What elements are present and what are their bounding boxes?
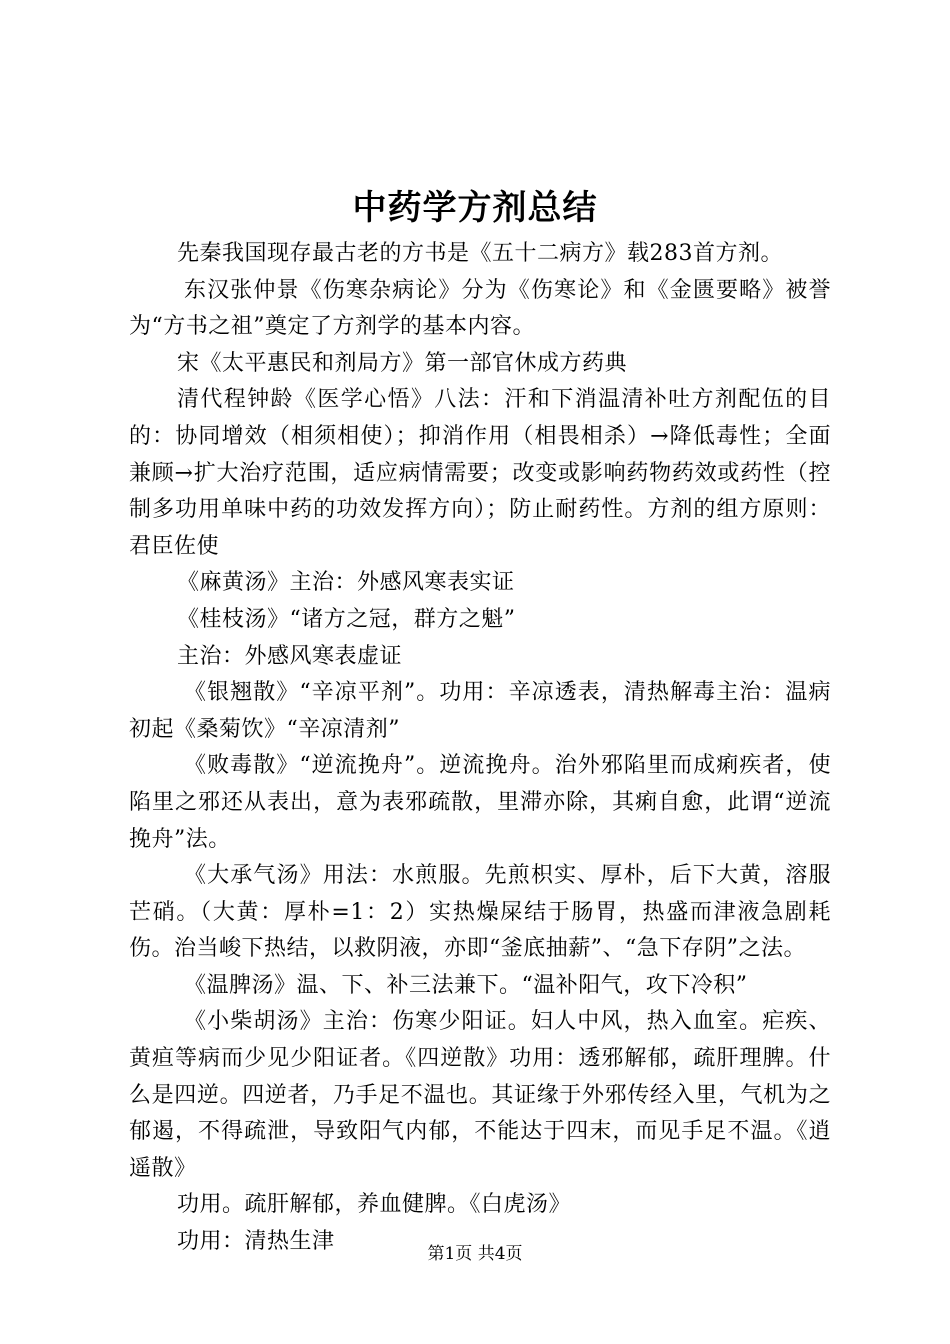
- paragraph: 《银翘散》“辛凉平剂”。功用：辛凉透表，清热解毒主治：温病初起《桑菊饮》“辛凉清剂”: [129, 680, 831, 742]
- paragraph: 清代程钟龄《医学心悟》八法：汗和下消温清补吐方剂配伍的目的：协同增效（相须相使）；抑消作用（相畏相杀）→降低毒性；全面兼顾→扩大治疗范围，适应病情需要；改变或影响药物药效或药性（控制多功用单味中药的功效发挥方向）；防止耐药性。方剂的组方原则：君臣佐使: [129, 387, 831, 559]
- paragraph: 东汉张仲景《伤寒杂病论》分为《伤寒论》和《金匮要略》被誉为“方书之祖”奠定了方剂学的基本内容。: [129, 277, 831, 340]
- paragraph: 《大承气汤》用法：水煎服。先煎枳实、厚朴，后下大黄，溶服芒硝。（大黄：厚朴=1：2）实热燥屎结于肠胃，热盛而津液急剧耗伤。治当峻下热结，以救阴液，亦即“釜底抽薪”、“急下存阴”之法。: [129, 863, 831, 962]
- paragraph: 《桂枝汤》“诸方之冠，群方之魁”: [177, 606, 516, 632]
- document-body: [129, 236, 831, 1261]
- paragraph: 先秦我国现存最古老的方书是《五十二病方》载283首方剂。: [177, 241, 783, 266]
- paragraph: 宋《太平惠民和剂局方》第一部官休成方药典: [177, 350, 628, 376]
- paragraph: 功用。疏肝解郁，养血健脾。《白虎汤》: [177, 1192, 572, 1218]
- paragraph: 主治：外感风寒表虚证: [177, 643, 403, 669]
- paragraph: 《麻黄汤》主治：外感风寒表实证: [177, 570, 515, 596]
- document-title: 中药学方剂总结: [352, 188, 598, 228]
- paragraph: 《小柴胡汤》主治：伤寒少阳证。妇人中风，热入血室。疟疾、黄疸等病而少见少阳证者。《四逆散》功用：透邪解郁，疏肝理脾。什么是四逆。四逆者，乃手足不温也。其证缘于外邪传经入里，气机为之郁遏，不得疏泄，导致阳气内郁，不能达于四末，而见手足不温。《逍遥散》: [129, 1009, 831, 1181]
- paragraph: 功用：清热生津: [177, 1229, 335, 1255]
- paragraph: 《败毒散》“逆流挽舟”。逆流挽舟。治外邪陷里而成痢疾者，使陷里之邪还从表出，意为表邪疏散，里滞亦除，其痢自愈，此谓“逆流挽舟”法。: [129, 753, 831, 852]
- page-footer: 第1页 共4页: [427, 1244, 523, 1264]
- paragraph: 《温脾汤》温、下、补三法兼下。“温补阳气，攻下冷积”: [184, 972, 748, 998]
